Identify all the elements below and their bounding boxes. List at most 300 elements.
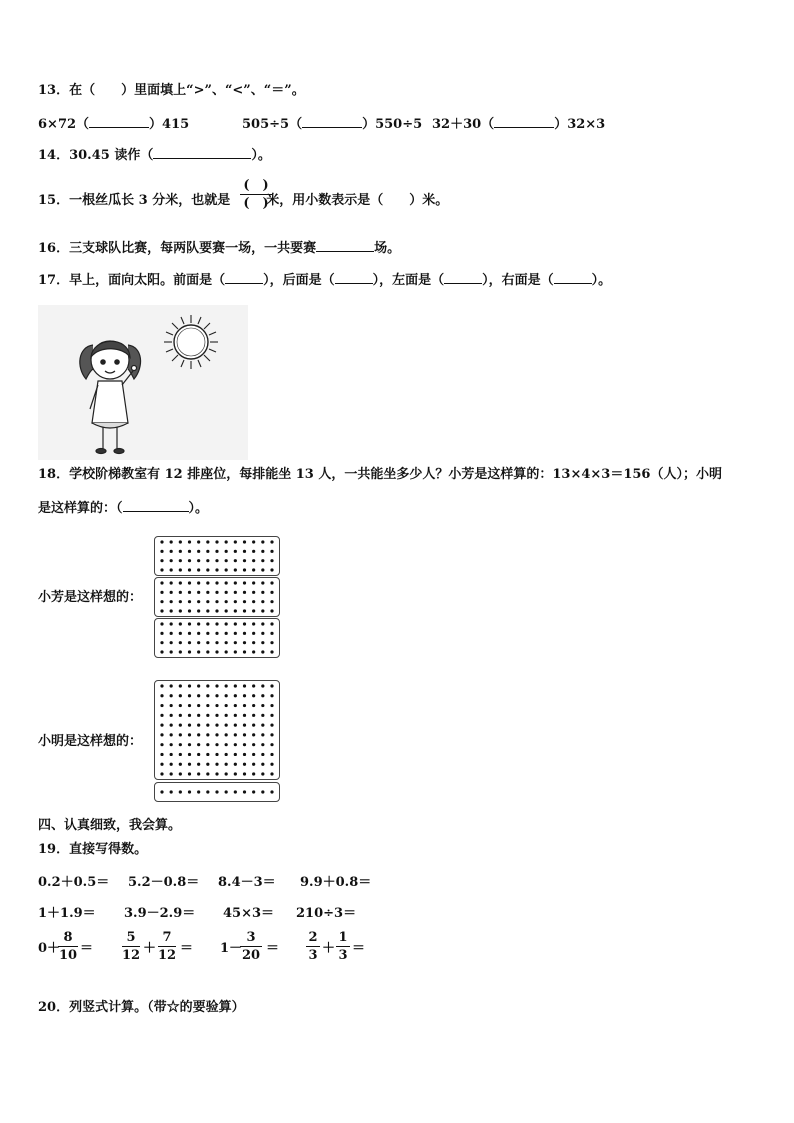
seat-dot [252, 600, 255, 603]
seat-dot [188, 743, 191, 746]
seat-dot [206, 632, 209, 635]
seat-dot [261, 694, 264, 697]
seat-dot [160, 641, 163, 644]
seat-dot [179, 743, 182, 746]
q19-row2-item-4: 210÷3＝ [296, 906, 357, 921]
answer-blank-left[interactable] [444, 271, 482, 284]
seat-dot [170, 650, 173, 653]
seat-dot [215, 772, 218, 775]
section4-title: 四、认真细致，我会算。 [38, 818, 182, 833]
q18-line2: 是这样算的：（ ）。 [38, 501, 209, 516]
seat-dot [243, 600, 246, 603]
seat-dot [234, 753, 237, 756]
seat-dot [160, 714, 163, 717]
answer-blank[interactable] [316, 239, 374, 252]
seat-dot [225, 650, 228, 653]
seat-dot [160, 591, 163, 594]
xiaofang-dot-group-3 [154, 618, 280, 658]
seat-dot [197, 763, 200, 766]
seat-dot [243, 694, 246, 697]
seat-dot [261, 600, 264, 603]
seat-dot [225, 540, 228, 543]
seat-dot [261, 622, 264, 625]
seat-dot [270, 714, 273, 717]
seat-dot [252, 684, 255, 687]
answer-blank[interactable] [302, 115, 362, 128]
seat-dot [270, 763, 273, 766]
seat-dot [170, 581, 173, 584]
seat-dot [206, 622, 209, 625]
seat-dot [225, 772, 228, 775]
seat-dot [197, 641, 200, 644]
seat-dot [270, 772, 273, 775]
seat-dot [252, 581, 255, 584]
seat-dot [170, 540, 173, 543]
seat-dot [215, 581, 218, 584]
seat-dot [261, 540, 264, 543]
seat-dot [215, 600, 218, 603]
seat-dot [197, 733, 200, 736]
seat-dot [188, 790, 191, 793]
seat-dot [170, 684, 173, 687]
seat-dot [215, 609, 218, 612]
seat-dot [170, 790, 173, 793]
seat-dot [225, 568, 228, 571]
seat-dot [252, 714, 255, 717]
q18-line1: 18．学校阶梯教室有 12 排座位，每排能坐 13 人，一共能坐多少人？小芳是这样算的：13×4×3＝156（人）；小明 [38, 467, 722, 482]
seat-dot [160, 540, 163, 543]
seat-dot [252, 622, 255, 625]
seat-dot [270, 568, 273, 571]
seat-dot [252, 753, 255, 756]
seat-dot [215, 540, 218, 543]
q19-row2-item-2: 3.9－2.9＝ [124, 906, 196, 921]
seat-dot [252, 650, 255, 653]
seat-dot [197, 559, 200, 562]
seat-dot [252, 772, 255, 775]
seat-dot [225, 641, 228, 644]
seat-dot [270, 704, 273, 707]
seat-dot [160, 650, 163, 653]
seat-dot [270, 684, 273, 687]
seat-dot [261, 684, 264, 687]
seat-dot [215, 790, 218, 793]
seat-dot [179, 763, 182, 766]
seat-dot [261, 609, 264, 612]
xiaoming-dot-group-main [154, 680, 280, 780]
seat-dot [234, 591, 237, 594]
seat-dot [270, 609, 273, 612]
q19-row3-e2-fraction-2: 7 12 [158, 930, 177, 963]
seat-dot [179, 600, 182, 603]
seat-dot [170, 550, 173, 553]
seat-dot [170, 609, 173, 612]
seat-dot [215, 650, 218, 653]
seat-dot [225, 632, 228, 635]
seat-dot [215, 714, 218, 717]
q19-row1-item-2: 5.2－0.8＝ [128, 875, 200, 890]
seat-dot [197, 650, 200, 653]
seat-dot [243, 650, 246, 653]
answer-blank[interactable] [123, 499, 189, 512]
seat-dot [170, 591, 173, 594]
seat-dot [261, 641, 264, 644]
seat-dot [215, 763, 218, 766]
seat-dot [270, 581, 273, 584]
q20-title: 20．列竖式计算。（带☆的要验算） [38, 1000, 245, 1015]
seat-dot [243, 641, 246, 644]
seat-dot [215, 733, 218, 736]
seat-dot [234, 772, 237, 775]
seat-dot [188, 694, 191, 697]
seat-dot [252, 743, 255, 746]
seat-dot [234, 724, 237, 727]
seat-dot [252, 632, 255, 635]
seat-dot [197, 591, 200, 594]
seat-dot [234, 559, 237, 562]
seat-dot [170, 559, 173, 562]
seat-dot [206, 591, 209, 594]
seat-dot [197, 540, 200, 543]
seat-dot [215, 568, 218, 571]
seat-dot [261, 714, 264, 717]
seat-dot [243, 550, 246, 553]
seat-dot [170, 622, 173, 625]
seat-dot [215, 724, 218, 727]
seat-dot [197, 704, 200, 707]
seat-dot [252, 540, 255, 543]
q19-row3-e2-op: ＋ [143, 941, 157, 956]
seat-dot [179, 733, 182, 736]
seat-dot [197, 684, 200, 687]
seat-dot [234, 540, 237, 543]
seat-dot [252, 724, 255, 727]
seat-dot [234, 600, 237, 603]
seat-dot [179, 704, 182, 707]
seat-dot [215, 550, 218, 553]
q19-row3-e3-pre: 1－ [220, 941, 243, 956]
seat-dot [188, 684, 191, 687]
seat-dot [234, 704, 237, 707]
seat-dot [188, 591, 191, 594]
seat-dot [215, 641, 218, 644]
q19-title: 19．直接写得数。 [38, 842, 148, 857]
seat-dot [197, 694, 200, 697]
seat-dot [261, 591, 264, 594]
seat-dot [179, 591, 182, 594]
seat-dot [179, 581, 182, 584]
q19-row1-item-1: 0.2＋0.5＝ [38, 875, 110, 890]
seat-dot [170, 724, 173, 727]
seat-dot [225, 591, 228, 594]
seat-dot [243, 684, 246, 687]
seat-dot [170, 714, 173, 717]
seat-dot [160, 724, 163, 727]
seat-dot [188, 733, 191, 736]
seat-dot [206, 641, 209, 644]
seat-dot [160, 790, 163, 793]
seat-dot [252, 704, 255, 707]
seat-dot [197, 550, 200, 553]
seat-dot [206, 724, 209, 727]
q19-row3-e3-fraction: 3 20 [241, 930, 261, 963]
seat-dot [206, 550, 209, 553]
seat-dot [179, 622, 182, 625]
seat-dot [225, 704, 228, 707]
seat-dot [234, 790, 237, 793]
seat-dot [270, 559, 273, 562]
seat-dot [197, 724, 200, 727]
seat-dot [234, 733, 237, 736]
q13-item-3: 32＋30（ ）32×3 [432, 117, 606, 132]
seat-dot [170, 743, 173, 746]
seat-dot [188, 753, 191, 756]
xiaoming-label: 小明是这样想的： [38, 734, 143, 749]
answer-blank[interactable] [494, 115, 554, 128]
seat-dot [160, 763, 163, 766]
seat-dot [170, 733, 173, 736]
q19-row3-e4-op: ＋ [322, 941, 336, 956]
seat-dot [197, 790, 200, 793]
seat-dot [243, 632, 246, 635]
seat-dot [197, 632, 200, 635]
q16: 16．三支球队比赛，每两队要赛一场，一共要赛 场。 [38, 241, 401, 256]
q19-row1-item-3: 8.4－3＝ [218, 875, 276, 890]
q15-fraction-blank[interactable]: ( ) ( ) [240, 178, 272, 211]
seat-dot [225, 714, 228, 717]
seat-dot [225, 581, 228, 584]
seat-dot [261, 550, 264, 553]
seat-dot [234, 743, 237, 746]
seat-dot [197, 743, 200, 746]
seat-dot [225, 724, 228, 727]
seat-dot [188, 622, 191, 625]
seat-dot [243, 540, 246, 543]
seat-dot [270, 694, 273, 697]
seat-dot [252, 568, 255, 571]
seat-dot [270, 650, 273, 653]
seat-dot [243, 763, 246, 766]
xiaofang-dot-group-1 [154, 536, 280, 576]
seat-dot [188, 540, 191, 543]
seat-dot [261, 772, 264, 775]
seat-dot [243, 609, 246, 612]
seat-dot [179, 641, 182, 644]
seat-dot [270, 753, 273, 756]
seat-dot [225, 753, 228, 756]
seat-dot [206, 704, 209, 707]
seat-dot [225, 609, 228, 612]
answer-blank-back[interactable] [335, 271, 373, 284]
seat-dot [179, 753, 182, 756]
seat-dot [252, 641, 255, 644]
xiaofang-label: 小芳是这样想的： [38, 590, 143, 605]
seat-dot [252, 609, 255, 612]
seat-dot [252, 733, 255, 736]
q19-row3-e2-post: ＝ [180, 941, 194, 956]
q19-row1-item-4: 9.9＋0.8＝ [300, 875, 372, 890]
seat-dot [243, 743, 246, 746]
seat-dot [270, 641, 273, 644]
seat-dot [179, 632, 182, 635]
seat-dot [243, 568, 246, 571]
seat-dot [188, 650, 191, 653]
seat-dot [206, 753, 209, 756]
seat-dot [206, 790, 209, 793]
seat-dot [179, 714, 182, 717]
seat-dot [270, 622, 273, 625]
seat-dot [160, 694, 163, 697]
seat-dot [261, 632, 264, 635]
seat-dot [215, 743, 218, 746]
q19-row3-e3-post: ＝ [266, 941, 280, 956]
seat-dot [179, 724, 182, 727]
q17: 17．早上，面向太阳。前面是（ ），后面是（ ），左面是（ ），右面是（ ）。 [38, 273, 612, 288]
seat-dot [215, 694, 218, 697]
seat-dot [206, 568, 209, 571]
seat-dot [261, 650, 264, 653]
q14: 14．30.45 读作（ ）。 [38, 148, 271, 163]
seat-dot [252, 763, 255, 766]
seat-dot [206, 743, 209, 746]
q19-row3-e4-post: ＝ [352, 941, 366, 956]
q19-row3-e1-post: ＝ [80, 941, 94, 956]
seat-dot [215, 753, 218, 756]
seat-dot [225, 733, 228, 736]
seat-dot [179, 694, 182, 697]
seat-dot [270, 550, 273, 553]
seat-dot [234, 622, 237, 625]
seat-dot [225, 790, 228, 793]
seat-dot [270, 724, 273, 727]
seat-dot [206, 772, 209, 775]
seat-dot [160, 568, 163, 571]
seat-dot [270, 733, 273, 736]
seat-dot [243, 753, 246, 756]
seat-dot [215, 591, 218, 594]
q19-row3-e2-fraction-1: 5 12 [122, 930, 141, 963]
seat-dot [179, 550, 182, 553]
seat-dot [179, 609, 182, 612]
seat-dot [206, 609, 209, 612]
answer-blank[interactable] [89, 115, 149, 128]
seat-dot [234, 641, 237, 644]
seat-dot [160, 609, 163, 612]
seat-dot [188, 581, 191, 584]
seat-dot [188, 568, 191, 571]
q19-row3-e1-fraction: 8 10 [58, 930, 78, 963]
seat-dot [243, 772, 246, 775]
seat-dot [160, 581, 163, 584]
seat-dot [160, 622, 163, 625]
seat-dot [160, 772, 163, 775]
answer-blank[interactable] [153, 146, 251, 159]
seat-dot [243, 704, 246, 707]
answer-blank-front[interactable] [225, 271, 263, 284]
seat-dot [270, 591, 273, 594]
seat-dot [261, 568, 264, 571]
seat-dot [170, 632, 173, 635]
seat-dot [160, 684, 163, 687]
seat-dot [170, 753, 173, 756]
seat-dot [170, 600, 173, 603]
seat-dot [188, 641, 191, 644]
seat-dot [234, 684, 237, 687]
seat-dot [243, 714, 246, 717]
seat-dot [197, 581, 200, 584]
seat-dot [215, 559, 218, 562]
seat-dot [160, 559, 163, 562]
seat-dot [225, 763, 228, 766]
seat-dot [261, 704, 264, 707]
seat-dot [160, 600, 163, 603]
seat-dot [234, 568, 237, 571]
seat-dot [206, 650, 209, 653]
seat-dot [234, 763, 237, 766]
seat-dot [170, 763, 173, 766]
seat-dot [243, 724, 246, 727]
seat-dot [270, 540, 273, 543]
seat-dot [234, 581, 237, 584]
seat-dot [270, 632, 273, 635]
seat-dot [261, 581, 264, 584]
seat-dot [261, 733, 264, 736]
seat-dot [188, 550, 191, 553]
seat-dot [261, 743, 264, 746]
seat-dot [179, 650, 182, 653]
seat-dot [188, 632, 191, 635]
seat-dot [234, 609, 237, 612]
seat-dot [206, 540, 209, 543]
girl-and-sun-illustration [38, 305, 248, 460]
seat-dot [234, 650, 237, 653]
seat-dot [243, 622, 246, 625]
seat-dot [197, 609, 200, 612]
seat-dot [234, 550, 237, 553]
seat-dot [234, 632, 237, 635]
seat-dot [188, 772, 191, 775]
seat-dot [197, 600, 200, 603]
seat-dot [225, 743, 228, 746]
seat-dot [270, 600, 273, 603]
seat-dot [160, 632, 163, 635]
seat-dot [170, 568, 173, 571]
seat-dot [234, 714, 237, 717]
seat-dot [215, 622, 218, 625]
seat-dot [170, 704, 173, 707]
seat-dot [225, 550, 228, 553]
seat-dot [160, 743, 163, 746]
seat-dot [225, 622, 228, 625]
q19-row3-e1-pre: 0＋ [38, 941, 61, 956]
seat-dot [188, 600, 191, 603]
seat-dot [206, 559, 209, 562]
seat-dot [261, 753, 264, 756]
seat-dot [160, 753, 163, 756]
answer-blank-right[interactable] [554, 271, 592, 284]
seat-dot [252, 550, 255, 553]
q13-item-2: 505÷5（ ）550÷5 [242, 117, 423, 132]
seat-dot [179, 540, 182, 543]
seat-dot [261, 559, 264, 562]
seat-dot [160, 704, 163, 707]
seat-dot [179, 684, 182, 687]
seat-dot [270, 743, 273, 746]
q19-row2-item-3: 45×3＝ [223, 906, 275, 921]
seat-dot [179, 568, 182, 571]
q15: 15．一根丝瓜长 3 分米，也就是 米，用小数表示是（ ）米。 [38, 193, 449, 208]
seat-dot [243, 790, 246, 793]
